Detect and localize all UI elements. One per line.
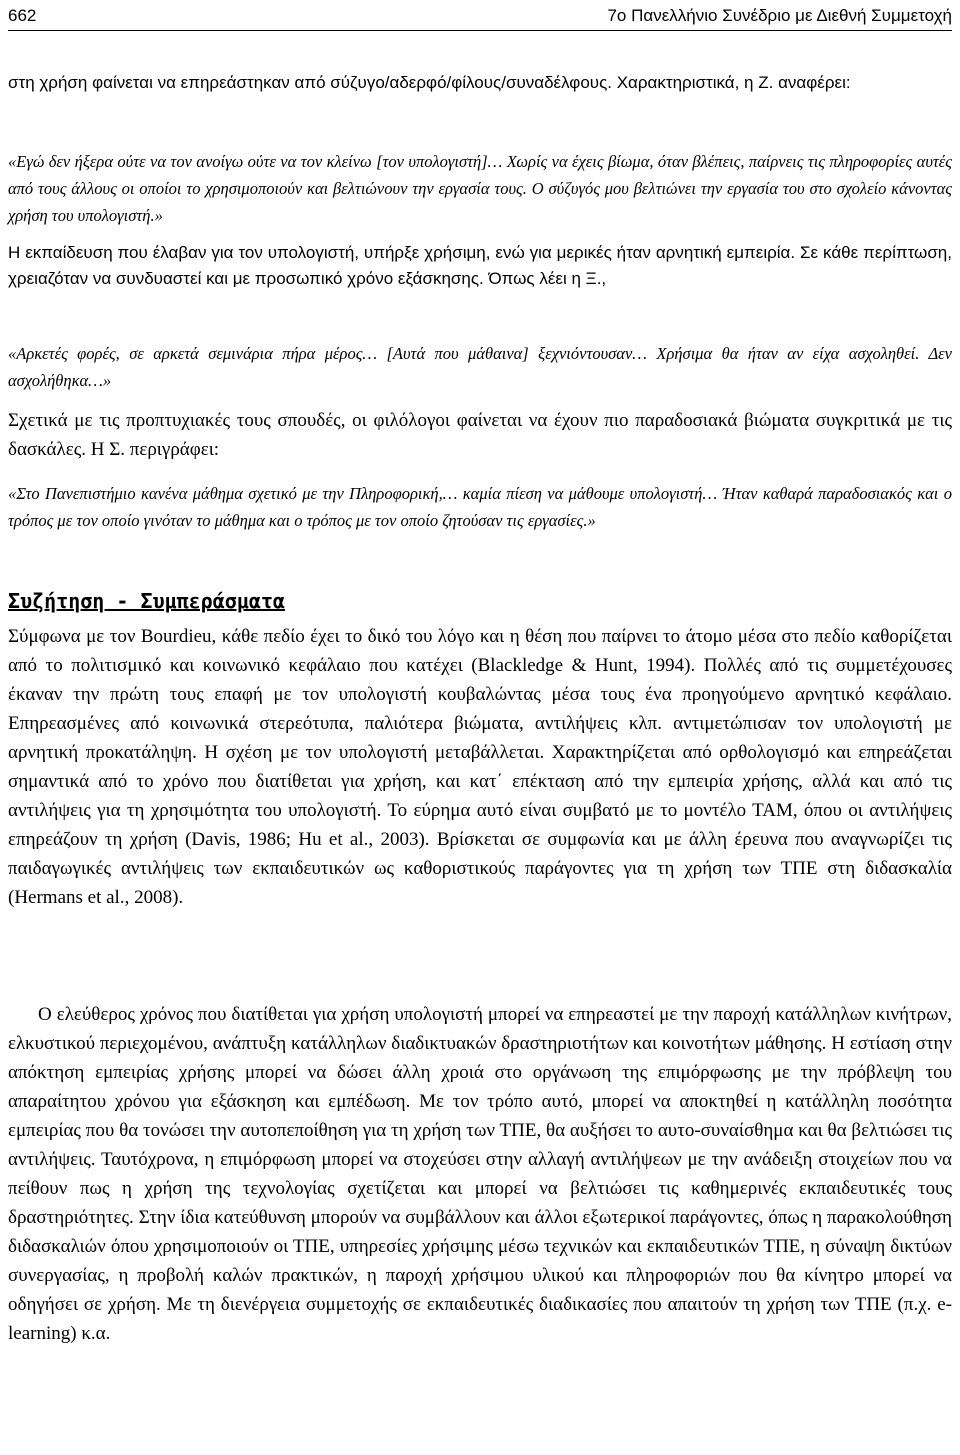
section-heading-discussion: Συζήτηση - Συμπεράσματα	[8, 589, 285, 613]
page-number: 662	[8, 6, 37, 25]
paragraph-studies: Σχετικά με τις προπτυχιακές τους σπουδές, οι φιλόλογοι φαίνεται να έχουν πιο παραδοσιακά βιώματα συγκριτικά με τις δασκάλες. Η Σ. περιγράφει:	[8, 410, 952, 460]
paragraph-intro: στη χρήση φαίνεται να επηρεάστηκαν από σύζυγο/αδερφό/φίλους/συναδέλφους. Χαρακτηριστικά, η Ζ. αναφέρει:	[8, 73, 851, 92]
conference-title: 7ο Πανελλήνιο Συνέδριο με Διεθνή Συμμετοχή	[607, 6, 952, 25]
quote-s: «Στο Πανεπιστήμιο κανένα μάθημα σχετικό με την Πληροφορική,… καμία πίεση να μάθουμε υπολογιστή… Ήταν καθαρά παραδοσιακός και ο τρόπος με τον οποίο γινόταν το μάθημα και ο τρόπος με τον οποίο ζητούσαν τις εργασίες.»	[8, 484, 952, 530]
paragraph-bourdieu: Σύμφωνα με τον Bourdieu, κάθε πεδίο έχει το δικό του λόγο και η θέση που παίρνει το άτομο μέσα στο πεδίο καθορίζεται από το πολιτισμικό και κοινωνικό κεφάλαιο που κατέχει (Blackledge & Hunt, 1994). Πολλές από τις συμμετέχουσες έκαναν την πρώτη τους επαφή με τον υπολογιστή κουβαλώντας μέσα τους ένα προηγούμενο αρνητικό κεφάλαιο. Επηρεασμένες από κοινωνικά στερεότυπα, παλιότερα βιώματα, αντιλήψεις κλπ. αντιμετώπισαν τον υπολογιστή με αρνητική προκατάληψη. Η σχέση με τον υπολογιστή μεταβάλλεται. Χαρακτηρίζεται από ορθολογισμό και επηρεάζεται σημαντικά από το χρόνο που διατίθεται για χρήση, και κατ΄ επέκταση από την εμπειρία χρήσης, αλλά και από τις αντιλήψεις για τη χρησιμότητα του υπολογιστή. Το εύρημα αυτό είναι συμβατό με το μοντέλο ΤΑΜ, όπου οι αντιλήψεις επηρεάζουν τη χρήση (Davis, 1986; Hu et al., 2003). Βρίσκεται σε συμφωνία και με άλλη έρευνα που αναγνωρίζει τις παιδαγωγικές αντιλήψεις των εκπαιδευτικών ως καθοριστικούς παράγοντες για τη χρήση των ΤΠΕ στη διδασκαλία (Hermans et al., 2008).	[8, 626, 952, 908]
quote-z: «Εγώ δεν ήξερα ούτε να τον ανοίγω ούτε να τον κλείνω [τον υπολογιστή]… Χωρίς να έχεις βίωμα, όταν βλέπεις, παίρνεις τις πληροφορίες αυτές από τους άλλους οι οποίοι το χρησιμοποιούν και βελτιώνουν την εργασία τους. Ο σύζυγός μου βελτιώνει την εργασία του στο σχολείο κάνοντας χρήση του υπολογιστή.»	[8, 152, 952, 225]
paragraph-free-time: Ο ελεύθερος χρόνος που διατίθεται για χρήση υπολογιστή μπορεί να επηρεαστεί με την παροχή κατάλληλων κινήτρων, ελκυστικού περιεχομένου, ανάπτυξη κατάλληλων διαδικτυακών δραστηριοτήτων και κοινοτήτων μάθησης. Η εστίαση στην απόκτηση εμπειρίας χρήσης μπορεί να δώσει άλλη χροιά στο οργάνωση της επιμόρφωσης με την πρόβλεψη του απαραίτητου χρόνου για εξάσκηση και εμπέδωση. Με τον τρόπο αυτό, μπορεί να αποκτηθεί η κατάλληλη ποσότητα εμπειρίας που θα τονώσει την αυτοπεποίθηση για τη χρήση των ΤΠΕ, θα αυξήσει το αυτο-συναίσθημα και θα βελτιώσει τις αντιλήψεις. Ταυτόχρονα, η επιμόρφωση μπορεί να στοχεύσει στην αλλαγή αντιλήψεων με την ανάδειξη στοιχείων που να πείθουν πως η χρήση της τεχνολογίας σχετίζεται και μπορεί να βελτιώσει τις καθημερινές εκπαιδευτικές τους δραστηριότητες. Στην ίδια κατεύθυνση μπορούν να συμβάλλουν και άλλοι εξωτερικοί παράγοντες, όπως η παρακολούθηση διδασκαλιών όπου χρησιμοποιούν οι ΤΠΕ, υπηρεσίες χρήσιμης μέσω τεχνικών και εκπαιδευτικών ΤΠΕ, η σύναψη δικτύων συνεργασίας, η προβολή καλών πρακτικών, η παροχή χρήσιμου υλικού και πληροφοριών που θα κίνητρο μπορεί να οδηγήσει σε χρήση. Με τη διενέργεια συμμετοχής σε εκπαιδευτικές διαδικασίες που απαιτούν τη χρήση των ΤΠΕ (π.χ. e-learning) κ.α.	[8, 1004, 952, 1344]
quote-x: «Αρκετές φορές, σε αρκετά σεμινάρια πήρα μέρος… [Αυτά που μάθαινα] ξεχνιόντουσαν… Χρήσιμα θα ήταν αν είχα ασχοληθεί. Δεν ασχολήθηκα…»	[8, 344, 952, 390]
paragraph-training: Η εκπαίδευση που έλαβαν για τον υπολογιστή, υπήρξε χρήσιμη, ενώ για μερικές ήταν αρνητική εμπειρία. Σε κάθε περίπτωση, χρειαζόταν να συνδυαστεί και με προσωπικό χρόνο εξάσκησης. Όπως λέει η Ξ.,	[8, 243, 952, 288]
running-header	[8, 2, 952, 31]
